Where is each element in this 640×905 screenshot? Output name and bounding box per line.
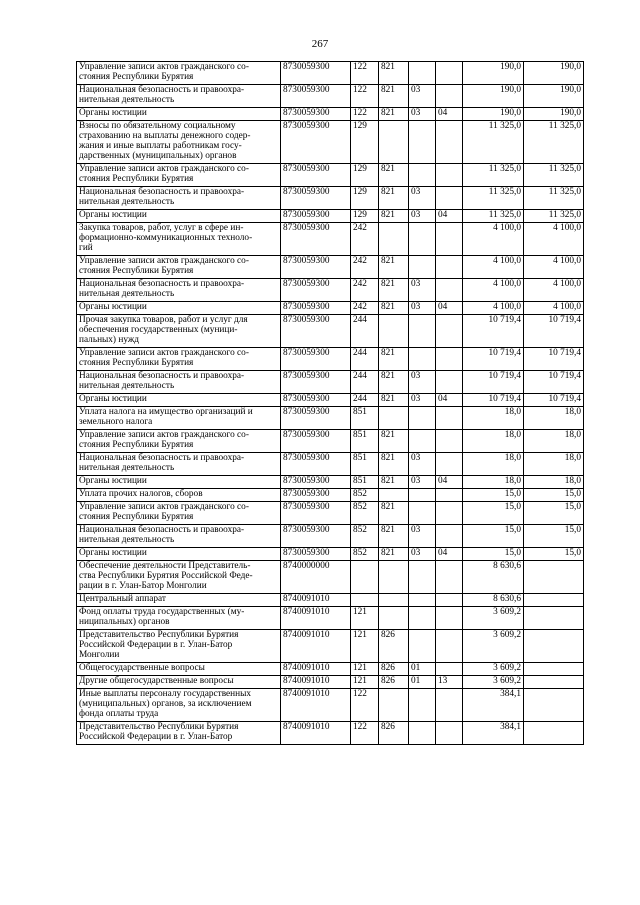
cell-subsection: [436, 561, 463, 594]
cell-section: 03: [409, 525, 436, 548]
cell-amount-1: 10 719,4: [463, 394, 524, 407]
cell-section: 03: [409, 85, 436, 108]
cell-expense-type: 121: [351, 607, 379, 630]
cell-amount-1: 15,0: [463, 502, 524, 525]
cell-amount-2: 10 719,4: [524, 394, 584, 407]
cell-expense-type: 242: [351, 302, 379, 315]
cell-amount-2: 190,0: [524, 108, 584, 121]
cell-administrator: 826: [379, 676, 409, 689]
cell-section: [409, 722, 436, 745]
cell-amount-1: 190,0: [463, 62, 524, 85]
cell-expense-type: 852: [351, 525, 379, 548]
cell-amount-2: [524, 594, 584, 607]
page-number: 267: [311, 38, 329, 50]
cell-amount-2: [524, 561, 584, 594]
cell-target-article: 8740091010: [281, 663, 351, 676]
cell-target-article: 8730059300: [281, 302, 351, 315]
cell-amount-1: 4 100,0: [463, 256, 524, 279]
cell-amount-1: 18,0: [463, 476, 524, 489]
cell-administrator: 821: [379, 302, 409, 315]
cell-amount-1: 18,0: [463, 430, 524, 453]
cell-administrator: 821: [379, 525, 409, 548]
cell-target-article: 8730059300: [281, 85, 351, 108]
cell-name: Общегосударственные вопросы: [77, 663, 281, 676]
cell-administrator: 826: [379, 722, 409, 745]
cell-administrator: [379, 489, 409, 502]
cell-subsection: [436, 279, 463, 302]
cell-section: [409, 489, 436, 502]
cell-target-article: 8730059300: [281, 453, 351, 476]
table-row: [77, 371, 584, 394]
cell-amount-1: 11 325,0: [463, 210, 524, 223]
cell-expense-type: 852: [351, 489, 379, 502]
cell-amount-2: 10 719,4: [524, 348, 584, 371]
cell-section: 03: [409, 279, 436, 302]
cell-administrator: [379, 407, 409, 430]
cell-section: [409, 121, 436, 164]
table-row: [77, 722, 584, 745]
cell-expense-type: 122: [351, 62, 379, 85]
cell-name: Центральный аппарат: [77, 594, 281, 607]
cell-administrator: [379, 315, 409, 348]
cell-amount-2: 4 100,0: [524, 302, 584, 315]
cell-expense-type: 122: [351, 722, 379, 745]
cell-section: [409, 502, 436, 525]
cell-amount-2: [524, 689, 584, 722]
cell-expense-type: 129: [351, 164, 379, 187]
cell-amount-1: 8 630,6: [463, 594, 524, 607]
cell-section: [409, 164, 436, 187]
cell-administrator: 821: [379, 210, 409, 223]
table-row: [77, 502, 584, 525]
cell-section: 01: [409, 676, 436, 689]
cell-section: [409, 223, 436, 256]
cell-amount-1: 4 100,0: [463, 223, 524, 256]
cell-expense-type: 244: [351, 315, 379, 348]
table-row: [77, 676, 584, 689]
cell-amount-1: 18,0: [463, 407, 524, 430]
cell-section: [409, 594, 436, 607]
cell-name: Закупка товаров, работ, услуг в сфере ин- формационно-коммуникационных техноло- гий: [77, 223, 281, 256]
cell-target-article: 8730059300: [281, 210, 351, 223]
cell-amount-1: 3 609,2: [463, 607, 524, 630]
cell-section: [409, 348, 436, 371]
cell-administrator: 821: [379, 502, 409, 525]
cell-name: Национальная безопасность и правоохра- нительная деятельность: [77, 85, 281, 108]
cell-expense-type: 851: [351, 430, 379, 453]
cell-expense-type: 244: [351, 371, 379, 394]
cell-amount-2: 15,0: [524, 548, 584, 561]
cell-amount-2: 4 100,0: [524, 223, 584, 256]
cell-expense-type: 122: [351, 108, 379, 121]
table-row: [77, 689, 584, 722]
cell-name: Уплата прочих налогов, сборов: [77, 489, 281, 502]
cell-amount-2: 11 325,0: [524, 187, 584, 210]
cell-target-article: 8730059300: [281, 407, 351, 430]
cell-expense-type: 244: [351, 394, 379, 407]
cell-expense-type: 122: [351, 689, 379, 722]
cell-target-article: 8740091010: [281, 689, 351, 722]
cell-subsection: [436, 371, 463, 394]
cell-amount-1: 11 325,0: [463, 187, 524, 210]
table-row: [77, 187, 584, 210]
cell-administrator: 821: [379, 430, 409, 453]
cell-expense-type: 851: [351, 453, 379, 476]
cell-amount-1: 15,0: [463, 525, 524, 548]
cell-section: [409, 430, 436, 453]
cell-administrator: 826: [379, 663, 409, 676]
cell-name: Фонд оплаты труда государственных (му- ниципальных) органов: [77, 607, 281, 630]
cell-section: 03: [409, 476, 436, 489]
cell-name: Национальная безопасность и правоохра- нительная деятельность: [77, 453, 281, 476]
cell-administrator: 821: [379, 62, 409, 85]
cell-administrator: 821: [379, 108, 409, 121]
cell-amount-1: 10 719,4: [463, 371, 524, 394]
cell-amount-2: 11 325,0: [524, 164, 584, 187]
cell-target-article: 8730059300: [281, 223, 351, 256]
cell-amount-2: 11 325,0: [524, 121, 584, 164]
cell-section: [409, 607, 436, 630]
cell-section: 03: [409, 108, 436, 121]
cell-name: Национальная безопасность и правоохра- нительная деятельность: [77, 187, 281, 210]
table-row: [77, 279, 584, 302]
cell-name: Представительство Республики Бурятия Российской Федерации в г. Улан-Батор Монголии: [77, 630, 281, 663]
table-row: [77, 607, 584, 630]
cell-subsection: [436, 722, 463, 745]
table-row: [77, 164, 584, 187]
cell-section: [409, 315, 436, 348]
cell-section: [409, 62, 436, 85]
cell-name: Национальная безопасность и правоохра- нительная деятельность: [77, 371, 281, 394]
cell-subsection: [436, 607, 463, 630]
cell-expense-type: 121: [351, 676, 379, 689]
cell-expense-type: 852: [351, 502, 379, 525]
cell-amount-2: 18,0: [524, 476, 584, 489]
cell-subsection: 04: [436, 548, 463, 561]
cell-amount-1: 190,0: [463, 108, 524, 121]
cell-section: 03: [409, 302, 436, 315]
cell-subsection: [436, 315, 463, 348]
cell-subsection: [436, 663, 463, 676]
cell-name: Органы юстиции: [77, 210, 281, 223]
cell-target-article: 8730059300: [281, 371, 351, 394]
cell-expense-type: 129: [351, 121, 379, 164]
table-row: [77, 85, 584, 108]
cell-expense-type: [351, 594, 379, 607]
cell-section: [409, 630, 436, 663]
cell-amount-1: 10 719,4: [463, 348, 524, 371]
cell-expense-type: 242: [351, 256, 379, 279]
cell-section: 01: [409, 663, 436, 676]
cell-name: Органы юстиции: [77, 476, 281, 489]
table-row: [77, 394, 584, 407]
cell-amount-2: 18,0: [524, 407, 584, 430]
cell-administrator: [379, 594, 409, 607]
table-row: [77, 663, 584, 676]
cell-administrator: [379, 223, 409, 256]
cell-name: Взносы по обязательному социальному страхованию на выплаты денежного содер- жания и иные выплаты работникам госу- дарственных (муниципальных) органов: [77, 121, 281, 164]
cell-amount-1: 4 100,0: [463, 302, 524, 315]
cell-name: Управление записи актов гражданского со- стояния Республики Бурятия: [77, 164, 281, 187]
cell-subsection: [436, 594, 463, 607]
cell-subsection: [436, 489, 463, 502]
cell-subsection: [436, 453, 463, 476]
cell-administrator: 821: [379, 394, 409, 407]
cell-target-article: 8740091010: [281, 722, 351, 745]
cell-name: Органы юстиции: [77, 108, 281, 121]
cell-subsection: [436, 121, 463, 164]
cell-name: Органы юстиции: [77, 394, 281, 407]
cell-name: Национальная безопасность и правоохра- нительная деятельность: [77, 279, 281, 302]
cell-amount-1: 10 719,4: [463, 315, 524, 348]
cell-subsection: [436, 348, 463, 371]
cell-expense-type: 244: [351, 348, 379, 371]
cell-expense-type: 129: [351, 210, 379, 223]
cell-section: 03: [409, 394, 436, 407]
cell-amount-2: 18,0: [524, 453, 584, 476]
cell-name: Уплата налога на имущество организаций и земельного налога: [77, 407, 281, 430]
cell-target-article: 8730059300: [281, 164, 351, 187]
cell-subsection: 04: [436, 394, 463, 407]
cell-name: Управление записи актов гражданского со- стояния Республики Бурятия: [77, 62, 281, 85]
cell-administrator: 821: [379, 85, 409, 108]
cell-amount-2: [524, 607, 584, 630]
cell-name: Органы юстиции: [77, 548, 281, 561]
cell-amount-2: 4 100,0: [524, 256, 584, 279]
table-row: [77, 430, 584, 453]
cell-administrator: 821: [379, 548, 409, 561]
table-row: [77, 348, 584, 371]
cell-expense-type: 129: [351, 187, 379, 210]
cell-amount-2: [524, 630, 584, 663]
cell-section: [409, 689, 436, 722]
table-row: [77, 315, 584, 348]
cell-amount-1: 18,0: [463, 453, 524, 476]
cell-target-article: 8740000000: [281, 561, 351, 594]
cell-subsection: [436, 430, 463, 453]
cell-subsection: [436, 502, 463, 525]
cell-amount-2: 18,0: [524, 430, 584, 453]
cell-target-article: 8740091010: [281, 607, 351, 630]
cell-expense-type: 242: [351, 223, 379, 256]
cell-target-article: 8730059300: [281, 279, 351, 302]
table-row: [77, 594, 584, 607]
cell-amount-1: 4 100,0: [463, 279, 524, 302]
table-row: [77, 302, 584, 315]
cell-amount-1: 11 325,0: [463, 121, 524, 164]
cell-amount-1: 3 609,2: [463, 630, 524, 663]
cell-amount-2: [524, 663, 584, 676]
cell-amount-2: 15,0: [524, 525, 584, 548]
cell-target-article: 8740091010: [281, 630, 351, 663]
cell-section: 03: [409, 371, 436, 394]
cell-name: Иные выплаты персоналу государственных (муниципальных) органов, за исключением фонда оплаты труда: [77, 689, 281, 722]
cell-amount-1: 190,0: [463, 85, 524, 108]
cell-target-article: 8730059300: [281, 348, 351, 371]
cell-target-article: 8730059300: [281, 430, 351, 453]
cell-amount-1: 384,1: [463, 722, 524, 745]
cell-subsection: [436, 407, 463, 430]
cell-section: 03: [409, 548, 436, 561]
cell-name: Национальная безопасность и правоохра- нительная деятельность: [77, 525, 281, 548]
cell-target-article: 8730059300: [281, 502, 351, 525]
table-row: [77, 630, 584, 663]
cell-target-article: 8730059300: [281, 476, 351, 489]
cell-target-article: 8740091010: [281, 676, 351, 689]
cell-subsection: [436, 164, 463, 187]
cell-administrator: 821: [379, 476, 409, 489]
cell-section: 03: [409, 453, 436, 476]
cell-subsection: [436, 223, 463, 256]
cell-expense-type: 851: [351, 407, 379, 430]
cell-administrator: 821: [379, 187, 409, 210]
cell-subsection: [436, 256, 463, 279]
cell-section: [409, 561, 436, 594]
cell-target-article: 8730059300: [281, 489, 351, 502]
table-row: [77, 108, 584, 121]
cell-name: Управление записи актов гражданского со- стояния Республики Бурятия: [77, 430, 281, 453]
cell-target-article: 8730059300: [281, 108, 351, 121]
cell-target-article: 8730059300: [281, 256, 351, 279]
cell-amount-2: [524, 722, 584, 745]
cell-subsection: [436, 187, 463, 210]
cell-administrator: 821: [379, 453, 409, 476]
cell-amount-1: 384,1: [463, 689, 524, 722]
cell-target-article: 8740091010: [281, 594, 351, 607]
table-row: [77, 561, 584, 594]
cell-name: Прочая закупка товаров, работ и услуг для обеспечения государственных (муници- пальных) нужд: [77, 315, 281, 348]
cell-amount-1: 11 325,0: [463, 164, 524, 187]
cell-amount-1: 3 609,2: [463, 663, 524, 676]
cell-subsection: [436, 525, 463, 548]
cell-amount-2: 11 325,0: [524, 210, 584, 223]
cell-administrator: [379, 607, 409, 630]
table-row: [77, 62, 584, 85]
cell-subsection: [436, 630, 463, 663]
cell-amount-1: 15,0: [463, 489, 524, 502]
cell-section: [409, 256, 436, 279]
cell-expense-type: 851: [351, 476, 379, 489]
cell-target-article: 8730059300: [281, 548, 351, 561]
cell-target-article: 8730059300: [281, 121, 351, 164]
table-row: [77, 525, 584, 548]
cell-section: [409, 407, 436, 430]
cell-name: Органы юстиции: [77, 302, 281, 315]
cell-section: 03: [409, 187, 436, 210]
cell-subsection: 04: [436, 476, 463, 489]
cell-subsection: 04: [436, 108, 463, 121]
cell-amount-2: 15,0: [524, 502, 584, 525]
cell-subsection: 13: [436, 676, 463, 689]
cell-name: Управление записи актов гражданского со- стояния Республики Бурятия: [77, 348, 281, 371]
table-row: [77, 223, 584, 256]
cell-amount-1: 3 609,2: [463, 676, 524, 689]
cell-expense-type: 121: [351, 663, 379, 676]
cell-name: Другие общегосударственные вопросы: [77, 676, 281, 689]
cell-target-article: 8730059300: [281, 315, 351, 348]
cell-subsection: 04: [436, 302, 463, 315]
cell-administrator: 821: [379, 279, 409, 302]
cell-subsection: [436, 689, 463, 722]
cell-administrator: [379, 561, 409, 594]
cell-subsection: [436, 85, 463, 108]
cell-target-article: 8730059300: [281, 394, 351, 407]
table-row: [77, 548, 584, 561]
cell-target-article: 8730059300: [281, 525, 351, 548]
budget-table: [76, 61, 584, 745]
cell-name: Представительство Республики Бурятия Российской Федерации в г. Улан-Батор: [77, 722, 281, 745]
cell-amount-2: 190,0: [524, 62, 584, 85]
cell-expense-type: 122: [351, 85, 379, 108]
table-row: [77, 407, 584, 430]
table-row: [77, 256, 584, 279]
cell-amount-2: 15,0: [524, 489, 584, 502]
cell-administrator: 821: [379, 348, 409, 371]
cell-name: Управление записи актов гражданского со- стояния Республики Бурятия: [77, 256, 281, 279]
table-row: [77, 121, 584, 164]
cell-amount-2: [524, 676, 584, 689]
cell-administrator: 821: [379, 256, 409, 279]
cell-expense-type: 242: [351, 279, 379, 302]
cell-name: Обеспечение деятельности Представитель- ства Республики Бурятия Российской Феде- рации в г. Улан-Батор Монголии: [77, 561, 281, 594]
cell-expense-type: 852: [351, 548, 379, 561]
cell-administrator: 821: [379, 371, 409, 394]
cell-amount-2: 10 719,4: [524, 371, 584, 394]
cell-administrator: [379, 121, 409, 164]
cell-name: Управление записи актов гражданского со- стояния Республики Бурятия: [77, 502, 281, 525]
table-row: [77, 489, 584, 502]
cell-administrator: 821: [379, 164, 409, 187]
table-row: [77, 476, 584, 489]
cell-administrator: [379, 689, 409, 722]
cell-subsection: [436, 62, 463, 85]
cell-amount-2: 190,0: [524, 85, 584, 108]
cell-administrator: 826: [379, 630, 409, 663]
cell-target-article: 8730059300: [281, 62, 351, 85]
cell-expense-type: [351, 561, 379, 594]
cell-amount-2: 4 100,0: [524, 279, 584, 302]
cell-amount-1: 8 630,6: [463, 561, 524, 594]
table-row: [77, 453, 584, 476]
cell-expense-type: 121: [351, 630, 379, 663]
cell-amount-1: 15,0: [463, 548, 524, 561]
cell-target-article: 8730059300: [281, 187, 351, 210]
table-row: [77, 210, 584, 223]
cell-section: 03: [409, 210, 436, 223]
cell-amount-2: 10 719,4: [524, 315, 584, 348]
cell-subsection: 04: [436, 210, 463, 223]
